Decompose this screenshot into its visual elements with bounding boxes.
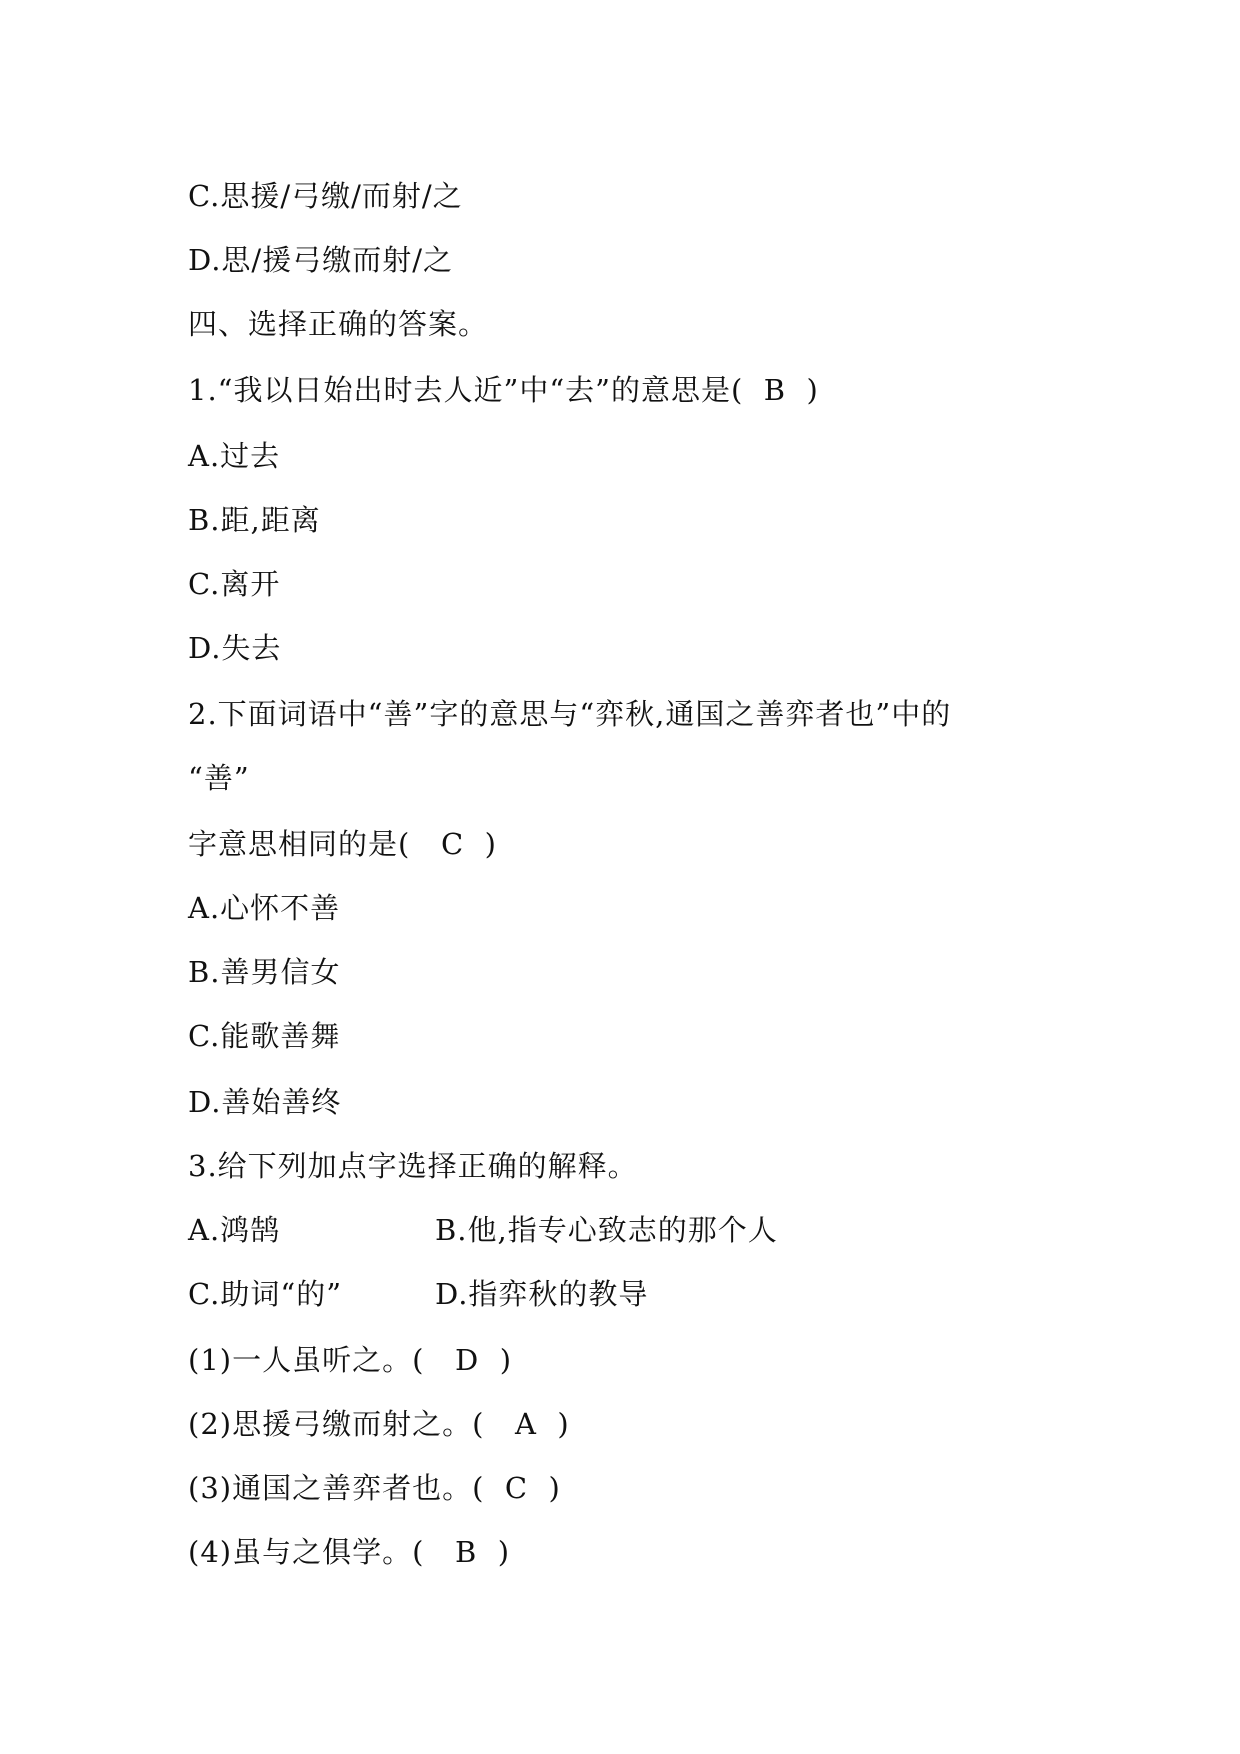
q3-option-d: D.指弈秋的教导 [435,1277,649,1311]
q1-option-c: C.离开 [188,567,281,601]
q1-option-d: D.失去 [188,631,282,665]
option-c-prev: C.思援/弓缴/而射/之 [188,179,463,213]
q1-option-a: A.过去 [188,439,281,473]
q3-option-b: B.他,指专心致志的那个人 [435,1213,778,1247]
q3-option-a: A.鸿鹄 [188,1213,281,1247]
q1-stem: 1.“我以日始出时去人近”中“去”的意思是( B ) [188,373,819,407]
q3-stem: 3.给下列加点字选择正确的解释。 [188,1149,638,1183]
q2-stem-line3: 字意思相同的是( C ) [188,827,497,861]
q2-option-a: A.心怀不善 [188,891,341,925]
q2-option-d: D.善始善终 [188,1085,342,1119]
q3-sub1: (1)一人虽听之。( D ) [188,1343,513,1377]
q2-option-c: C.能歌善舞 [188,1019,341,1053]
q2-option-b: B.善男信女 [188,955,341,989]
q3-sub3: (3)通国之善弈者也。( C ) [188,1471,561,1505]
q3-option-c: C.助词“的” [188,1277,343,1311]
q1-option-b: B.距,距离 [188,503,321,537]
q3-sub2: (2)思援弓缴而射之。( A ) [188,1407,570,1441]
q3-sub4: (4)虽与之俱学。( B ) [188,1535,511,1569]
q2-stem-line2: “善” [188,761,250,795]
q2-stem-line1: 2.下面词语中“善”字的意思与“弈秋,通国之善弈者也”中的 [188,697,952,731]
section-heading: 四、选择正确的答案。 [188,307,489,341]
option-d-prev: D.思/援弓缴而射/之 [188,243,453,277]
